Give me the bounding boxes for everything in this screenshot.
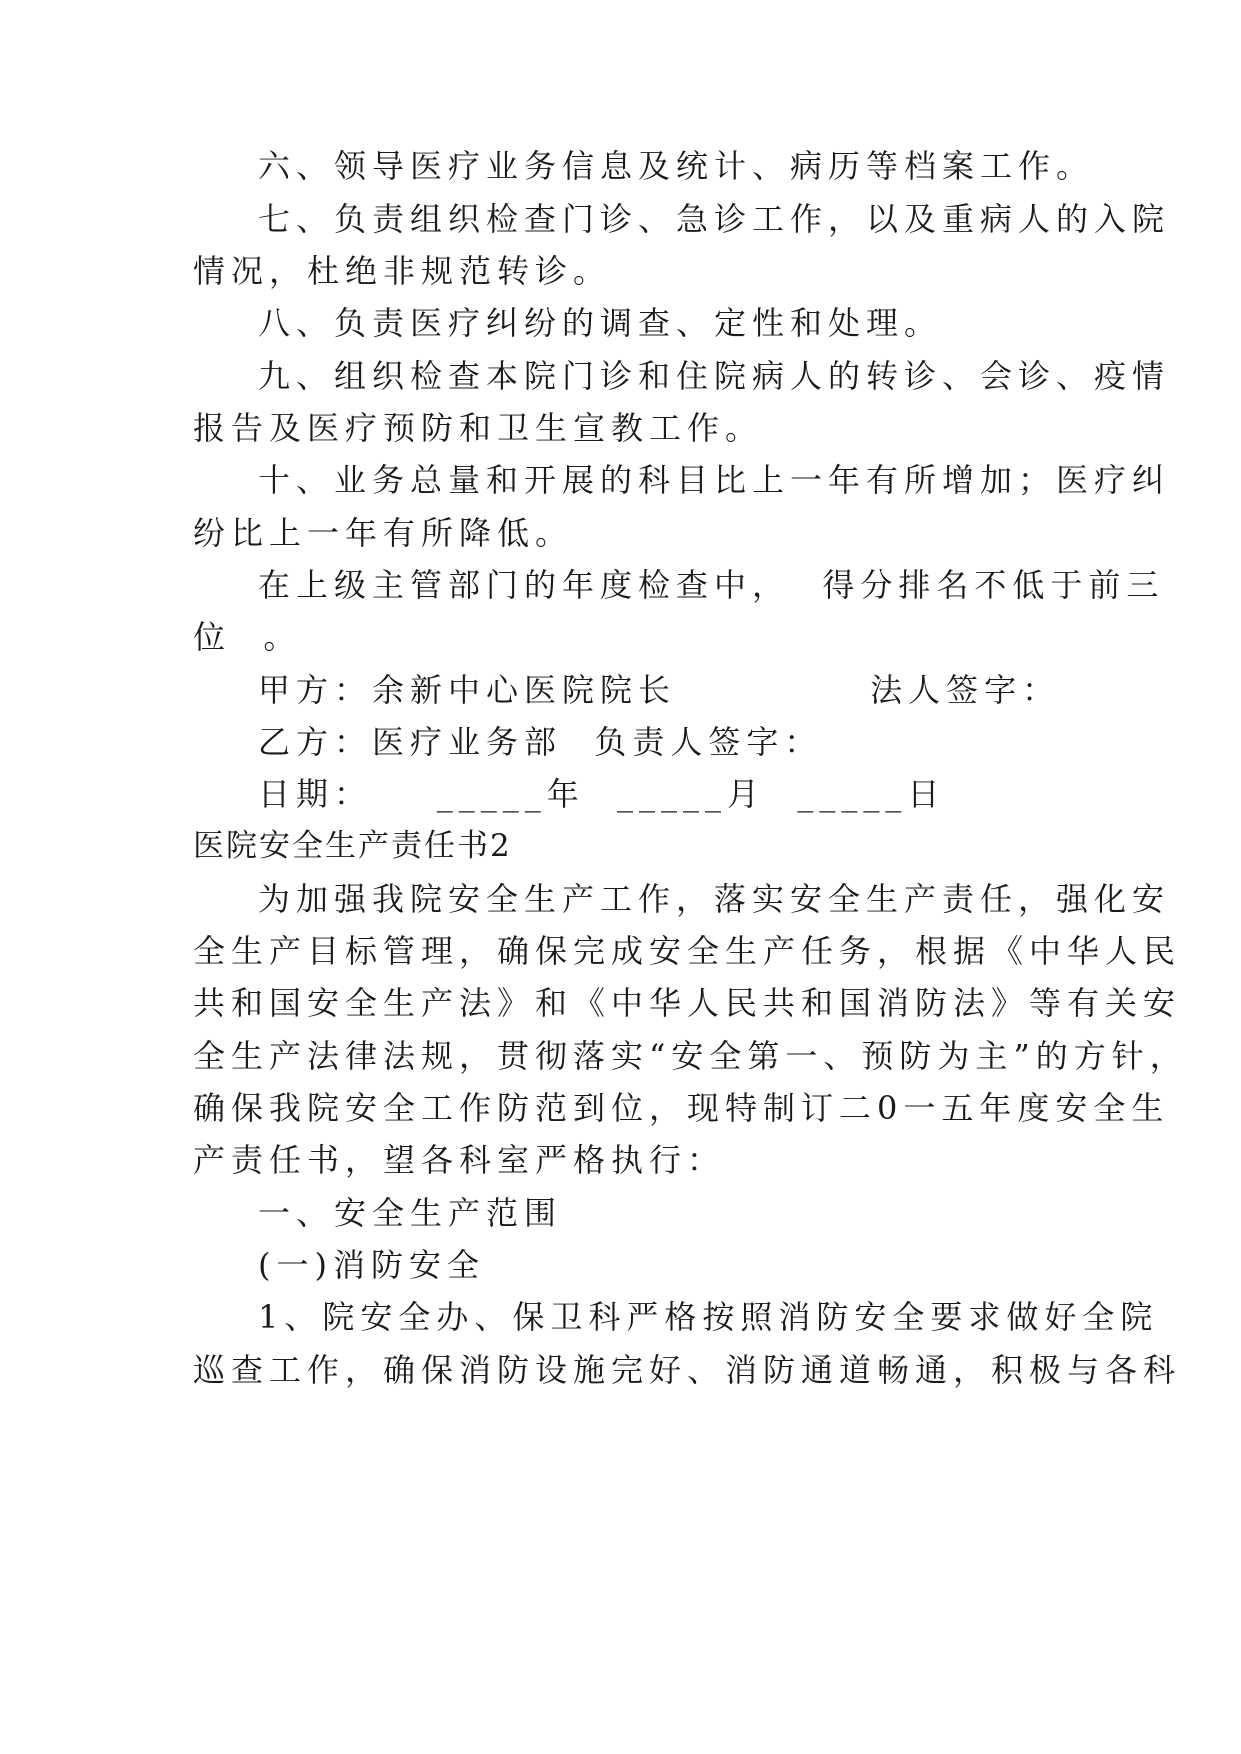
text-line: 全生产法律法规，贯彻落实“安全第一、预防为主”的方针， bbox=[193, 1037, 1188, 1075]
text-line: 九、组织检查本院门诊和住院病人的转诊、会诊、疫情 bbox=[258, 357, 1171, 395]
text-line: 确保我院安全工作防范到位，现特制订二0一五年度安全生 bbox=[193, 1089, 1170, 1127]
text-line: (一)消防安全 bbox=[258, 1246, 485, 1284]
text-line: 共和国安全生产法》和《中华人民共和国消防法》等有关安 bbox=[193, 984, 1182, 1022]
text-line: 六、领导医疗业务信息及统计、病历等档案工作。 bbox=[258, 147, 1095, 185]
text-line: 在上级主管部门的年度检查中， 得分排名不低于前三 bbox=[258, 566, 1165, 604]
text-line: 全生产目标管理，确保完成安全生产任务，根据《中华人民 bbox=[193, 932, 1182, 970]
text-line: 报告及医疗预防和卫生宣教工作。 bbox=[193, 409, 764, 447]
text-line: 十、业务总量和开展的科目比上一年有所增加；医疗纠 bbox=[258, 461, 1171, 499]
text-line: 为加强我院安全生产工作，落实安全生产责任，强化安 bbox=[258, 880, 1171, 918]
text-line: 八、负责医疗纠纷的调查、定性和处理。 bbox=[258, 304, 943, 342]
section-heading: 医院安全生产责任书2 bbox=[193, 828, 512, 864]
text-line: 情况，杜绝非规范转诊。 bbox=[193, 252, 612, 290]
party-b-line: 乙方：医疗业务部 负责人签字： bbox=[258, 723, 823, 761]
party-a-line: 甲方：余新中心医院院长 法人签字： bbox=[258, 671, 1061, 709]
text-line: 1、院安全办、保卫科严格按照消防安全要求做好全院 bbox=[258, 1298, 1159, 1336]
text-line: 巡查工作，确保消防设施完好、消防通道畅通，积极与各科 bbox=[193, 1351, 1182, 1389]
text-line: 位 。 bbox=[193, 618, 302, 656]
date-line: 日期： _____年 _____月 _____日 bbox=[258, 775, 946, 813]
text-line: 产责任书，望各科室严格执行： bbox=[193, 1141, 726, 1179]
text-line: 纷比上一年有所降低。 bbox=[193, 514, 574, 552]
text-line: 一、安全生产范围 bbox=[258, 1194, 563, 1232]
text-line: 七、负责组织检查门诊、急诊工作，以及重病人的入院 bbox=[258, 200, 1171, 238]
